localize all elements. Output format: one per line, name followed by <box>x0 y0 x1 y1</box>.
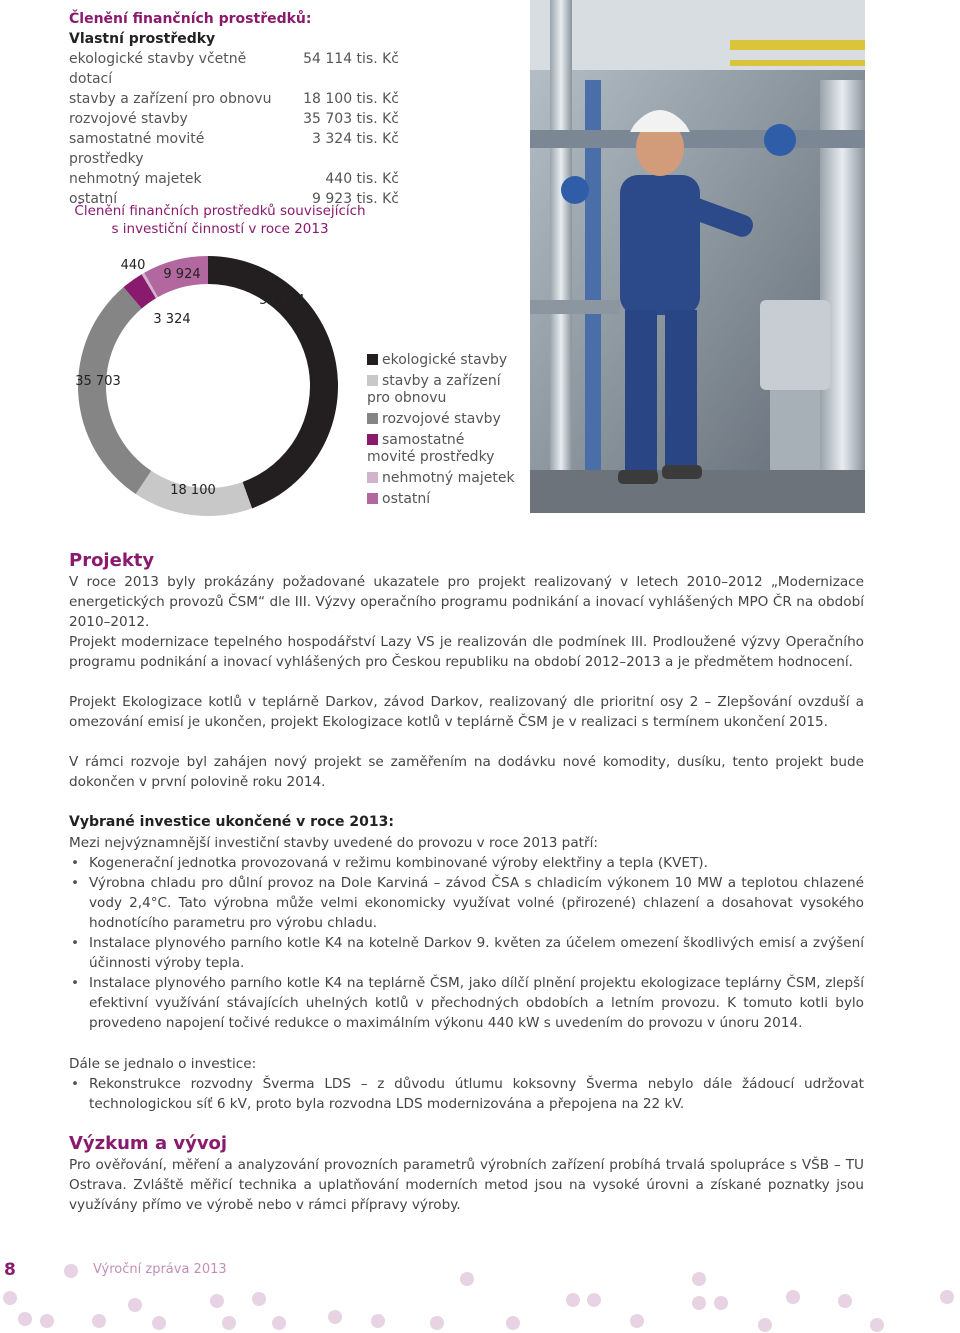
donut-chart <box>60 240 360 530</box>
decor-dot <box>272 1316 286 1330</box>
projekty-paragraph-3: Projekt Ekologizace kotlů v teplárně Darkov, závod Darkov, realizovaný dle prioritní osy 2 – Zlepšování ovzduší a omezování emisí je ukončen, projekt Ekologizace kotlů v teplárně ČSM je v realizaci s termínem ukončení 2015. <box>69 694 864 730</box>
decor-dot <box>460 1272 474 1286</box>
donut-slice-rozvojove <box>78 287 151 494</box>
legend-swatch <box>367 472 378 483</box>
financial-row <box>69 49 399 89</box>
row-value: 3 324 tis. Kč <box>312 131 399 147</box>
decor-dot <box>152 1316 166 1330</box>
decor-dot <box>92 1314 106 1328</box>
financial-row <box>69 129 399 169</box>
financial-row <box>69 89 399 109</box>
investice-title: Vybrané investice ukončené v roce 2013: <box>69 814 394 830</box>
projekty-paragraph-2: Projekt modernizace tepelného hospodářství Lazy VS je realizován dle podmínek III. Prodloužené výzvy Operačního programu podnikání a inovací vyhlášených pro Českou republiku na období 2012–2013 a je předmětem hodnocení. <box>69 634 864 670</box>
decor-dot <box>64 1264 78 1278</box>
worker-photo-illustration <box>530 0 865 513</box>
decor-dot <box>210 1294 224 1308</box>
decor-dot <box>430 1316 444 1330</box>
chart-title <box>70 202 370 238</box>
slice-label-rozvojove: 35 703 <box>75 374 121 389</box>
chart-legend <box>367 352 527 512</box>
decor-dot <box>838 1294 852 1308</box>
row-label: nehmotný majetek <box>69 171 202 187</box>
decor-dot <box>506 1316 520 1330</box>
list-item: • Rekonstrukce rozvodny Šverma LDS – z důvodu útlumu koksovny Šverma nebylo dále žádoucí udržovat technologickou síť 6 kV, proto byla rozvodna LDS modernizována a přepojena na 22 kV. <box>69 1074 864 1114</box>
legend-item-samostatne <box>367 432 527 466</box>
decor-dot <box>566 1293 580 1307</box>
financial-row <box>69 109 399 129</box>
investice-intro: Mezi nejvýznamnější investiční stavby uvedené do provozu v roce 2013 patří: <box>69 835 598 851</box>
row-label: ostatní <box>69 191 118 207</box>
decor-dot <box>714 1296 728 1310</box>
chart-title-line-1: Členění finančních prostředků souvisejících <box>74 203 366 219</box>
decor-dot <box>692 1272 706 1286</box>
vyzkum-title: Výzkum a vývoj <box>69 1133 228 1154</box>
dale-list <box>69 1074 864 1114</box>
legend-swatch <box>367 434 378 445</box>
legend-label: nehmotný majetek <box>382 470 515 486</box>
financial-title: Členění finančních prostředků: <box>69 11 312 27</box>
vyzkum-paragraph: Pro ověřování, měření a analyzování provozních parametrů výrobních zařízení probíhá trvalá spolupráce s VŠB – TU Ostrava. Zvláště měřicí technika a uplatňování moderních metod jsou na vysoké úrovni a získané poznatky jsou využívány přímo ve výrobě nebo v rámci přípravy výroby. <box>69 1157 864 1213</box>
decor-dot <box>371 1314 385 1328</box>
row-label: samostatné movité prostředky <box>69 131 205 167</box>
legend-label-cont: pro obnovu <box>367 390 447 406</box>
financial-row <box>69 169 399 189</box>
legend-swatch <box>367 375 378 386</box>
report-title: Výroční zpráva 2013 <box>93 1262 227 1277</box>
legend-swatch <box>367 493 378 504</box>
slice-label-samostatne: 3 324 <box>153 312 191 327</box>
decor-dot <box>870 1318 884 1332</box>
legend-item-stavby-zarizeni <box>367 373 527 407</box>
decor-dot <box>3 1291 17 1305</box>
list-item: • Výrobna chladu pro důlní provoz na Dole Karviná – závod ČSA s chladicím výkonem 10 MW a teplotou chlazené vody 2,4°C. Tato výrobna může velmi ekonomicky využívat volné (přirozené) chlazení a dosahovat vysokého hodnotícího parametru pro výrobu chladu. <box>69 873 864 933</box>
decor-dot <box>40 1314 54 1328</box>
page-number: 8 <box>4 1260 16 1280</box>
decor-dot <box>758 1318 772 1332</box>
decor-dot <box>328 1310 342 1324</box>
projekty-paragraph-4: V rámci rozvoje byl zahájen nový projekt se zaměřením na dodávku nové komodity, dusíku, tento projekt bude dokončen v první polovině roku 2014. <box>69 754 864 790</box>
legend-item-rozvojove <box>367 411 527 428</box>
decor-dot <box>18 1312 32 1326</box>
row-value: 54 114 tis. Kč <box>303 51 399 67</box>
decor-dot <box>128 1298 142 1312</box>
decor-dot <box>222 1316 236 1330</box>
legend-item-ostatni <box>367 491 527 508</box>
financial-subtitle: Vlastní prostředky <box>69 31 216 47</box>
slice-label-nehmotny: 440 <box>120 258 146 273</box>
decor-dot <box>630 1314 644 1328</box>
legend-swatch <box>367 354 378 365</box>
row-value: 18 100 tis. Kč <box>303 91 399 107</box>
legend-label: ekologické stavby <box>382 352 508 368</box>
list-item: • Instalace plynového parního kotle K4 na kotelně Darkov 9. květen za účelem omezení škodlivých emisí a zvýšení účinnosti výroby tepla. <box>69 933 864 973</box>
slice-label-stavby-zarizeni: 18 100 <box>170 483 216 498</box>
legend-item-nehmotny <box>367 470 527 487</box>
decor-dot <box>786 1290 800 1304</box>
decor-dot <box>940 1290 954 1304</box>
projekty-title: Projekty <box>69 550 155 571</box>
chart-title-line-2: s investiční činností v roce 2013 <box>111 221 329 237</box>
legend-label: samostatné <box>382 432 465 448</box>
financial-heading <box>69 9 312 49</box>
slice-label-ekologicke: 54 114 <box>259 293 305 308</box>
row-value: 35 703 tis. Kč <box>303 111 399 127</box>
decor-dot <box>692 1296 706 1310</box>
projekty-paragraph-1: V roce 2013 byly prokázány požadované ukazatele pro projekt realizovaný v letech 2010–2012 „Modernizace energetických provozů ČSM“ dle III. Výzvy operačního programu podnikání a inovací vyhlášených MPO ČR na období 2010–2012. <box>69 574 864 630</box>
list-item: • Kogenerační jednotka provozovaná v režimu kombinované výroby elektřiny a tepla (KVET). <box>69 853 864 873</box>
row-label: stavby a zařízení pro obnovu <box>69 91 272 107</box>
dale-intro: Dále se jednalo o investice: <box>69 1056 257 1072</box>
legend-label: stavby a zařízení <box>382 373 501 389</box>
legend-label: rozvojové stavby <box>382 411 501 427</box>
financial-table <box>69 49 399 209</box>
legend-label-cont: movité prostředky <box>367 449 495 465</box>
row-value: 9 923 tis. Kč <box>312 191 399 207</box>
row-value: 440 tis. Kč <box>325 171 399 187</box>
list-item: • Instalace plynového parního kotle K4 na teplárně ČSM, jako dílčí plnění projektu ekologizace teplárny ČSM, zlepší efektivní využívání stávajících uhelných kotlů v přechodných obdobích a letním provozu. K tomuto kotli bylo provedeno napojení točivé redukce o maximálním výkonu 440 kW s uvedením do provozu v únoru 2014. <box>69 973 864 1033</box>
investice-list <box>69 853 864 1033</box>
worker-photo <box>530 0 865 513</box>
decor-dot <box>587 1293 601 1307</box>
decor-dot <box>252 1292 266 1306</box>
legend-swatch <box>367 413 378 424</box>
slice-label-ostatni: 9 924 <box>163 267 201 282</box>
legend-item-ekologicke <box>367 352 527 369</box>
row-label: rozvojové stavby <box>69 111 188 127</box>
row-label: ekologické stavby včetně dotací <box>69 51 247 87</box>
legend-label: ostatní <box>382 491 431 507</box>
